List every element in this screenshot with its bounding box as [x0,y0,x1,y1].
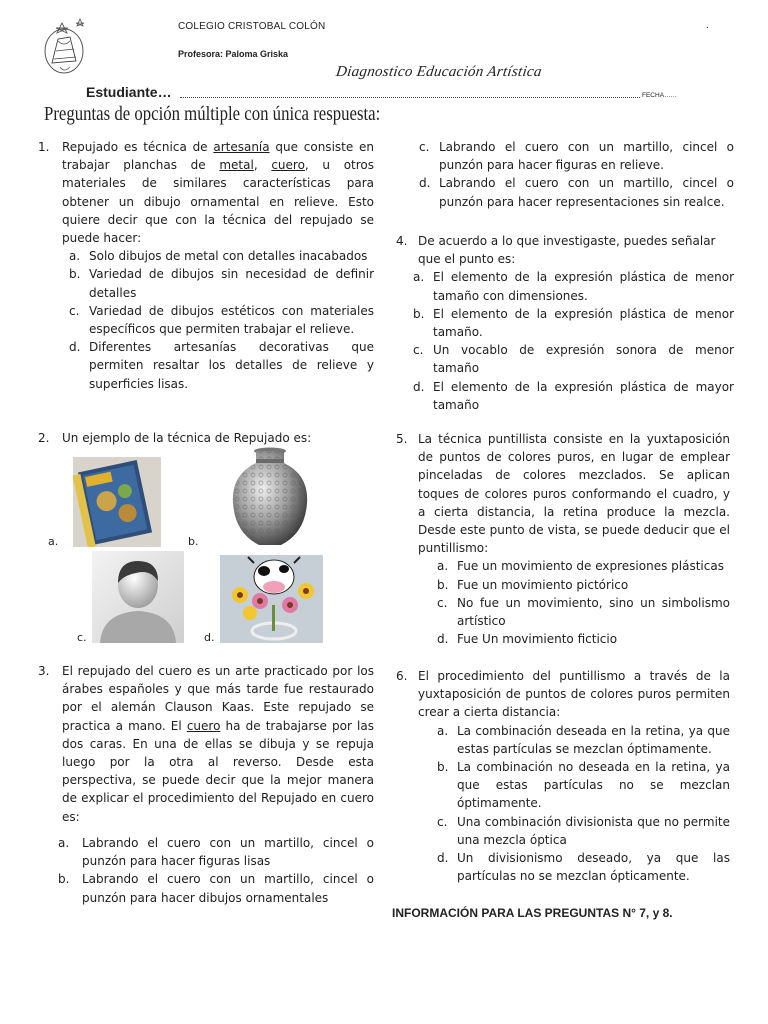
image-label-a: a. [48,535,59,548]
option-d[interactable]: d. Labrando el cuero con un martillo, cincel o punzón para hacer representaciones sin realce. [419,176,734,209]
option-c[interactable]: c. Labrando el cuero con un martillo, cincel o punzón para hacer figuras en relieve. [419,140,734,173]
question-text: Un ejemplo de la técnica de Repujado es: [62,431,312,445]
question-4 [396,232,734,414]
question-text: Repujado es técnica de artesanía que consiste en trabajar planchas de metal, cuero, u otros materiales de similares características para obtener un dibujo ornamental en relieve. Esto quiere decir que con la técnica del repujado se puede hacer: [62,140,375,246]
question-number: 5. [396,432,408,446]
option-a[interactable]: a. La combinación deseada en la retina, ya que estas partículas se mezclan óptimamente. [437,723,730,756]
question-number: 2. [38,431,50,445]
question-text: De acuerdo a lo que investigaste, puedes señalar que el punto es: [418,234,716,267]
question-text: El repujado del cuero es un arte practicado por los árabes españoles y que más tarde fue restaurado por el alemán Clauson Kaas. Este repujado se practica a mano. El cuero ha de trabajarse por las dos caras. En una de ellas se dibuja y se repuja luego por la otra al reverso. Desde esta perspectiva, se puede decir que la mejor manera de explicar el procedimiento del Repujado en cuero es: [62,664,374,824]
option-a[interactable]: a. El elemento de la expresión plástica de menor tamaño con dimensiones. [413,270,734,303]
option-d[interactable]: d. El elemento de la expresión plástica de mayor tamaño [413,379,734,412]
image-label-b: b. [188,535,199,548]
question-6 [396,667,730,885]
school-name: COLEGIO CRISTOBAL COLÓN [178,21,326,32]
option-c[interactable]: c. No fue un movimiento, sino un simbolismo artístico [437,595,730,629]
question-3-options-left [38,834,374,907]
question-3-options-right [412,138,734,211]
image-label-c: c. [77,631,87,644]
question-number: 1. [38,140,50,154]
metal-vase-image[interactable] [209,447,331,549]
option-b[interactable]: b. Fue un movimiento pictórico [437,577,629,592]
option-d[interactable]: d. Diferentes artesanías decorativas que permiten resaltar los detalles de relieve y superficies lisas. [69,340,374,391]
question-5 [396,430,730,648]
option-c[interactable]: c. Una combinación divisionista que no permite una mezcla óptica [437,814,730,847]
info-heading: INFORMACIÓN PARA LAS PREGUNTAS N° 7, y 8. [392,906,673,920]
option-b[interactable]: b. Variedad de dibujos sin necesidad de definir detalles [69,267,374,300]
person-placeholder-image[interactable] [92,551,184,643]
student-label: Estudiante… [86,84,172,100]
option-d[interactable]: d. Fue Un movimiento ficticio [437,632,618,647]
date-label: FECHA…… [642,92,678,99]
leather-book-image[interactable] [73,457,161,547]
cow-flowers-image[interactable] [220,555,323,643]
question-text: El procedimiento del puntillismo a través de la yuxtaposición de puntos de colores puros permiten crear a cierta distancia: [418,669,730,720]
image-label-d: d. [204,631,215,644]
question-text: La técnica puntillista consiste en la yuxtaposición de puntos de colores puros, en lugar de emplear pinceladas de colores mezclados. Se aplican toques de colores puros conformando el cuadro, y a cierta distancia, la retina produce la mezcla. Desde este punto de vista, se puede deducir que el puntillismo: [418,432,730,556]
question-1 [38,138,374,393]
option-a[interactable]: a. Fue un movimiento de expresiones plásticas [437,559,724,574]
question-number: 6. [396,669,408,683]
option-b[interactable]: b. La combinación no deseada en la retina, ya que estas partículas no se mezclan óptimamente. [437,760,730,811]
question-number: 4. [396,234,408,248]
student-name-line [180,97,640,98]
question-2 [38,429,374,447]
option-c[interactable]: c. Un vocablo de expresión sonora de menor tamaño [413,343,734,376]
subject-title: Diagnostico Educación Artística [334,64,543,80]
question-number: 3. [38,664,50,678]
question-3 [38,662,374,826]
option-a[interactable]: a. Labrando el cuero con un martillo, cincel o punzón para hacer figuras lisas [58,836,374,869]
teacher-name: Profesora: Paloma Griska [178,49,289,59]
option-c[interactable]: c. Variedad de dibujos estéticos con materiales específicos que permiten trabajar el relieve. [69,303,374,337]
corner-dot: . [706,20,709,31]
section-heading: Preguntas de opción múltiple con única respuesta: [44,104,381,125]
option-d[interactable]: d. Un divisionismo deseado, ya que las partículas no se mezclan ópticamente. [437,851,730,884]
option-b[interactable]: b. El elemento de la expresión plástica de menor tamaño. [413,306,734,340]
option-a[interactable]: a. Solo dibujos de metal con detalles inacabados [69,249,368,264]
school-logo [34,17,98,83]
option-b[interactable]: b. Labrando el cuero con un martillo, cincel o punzón para hacer dibujos ornamentales [58,872,374,905]
